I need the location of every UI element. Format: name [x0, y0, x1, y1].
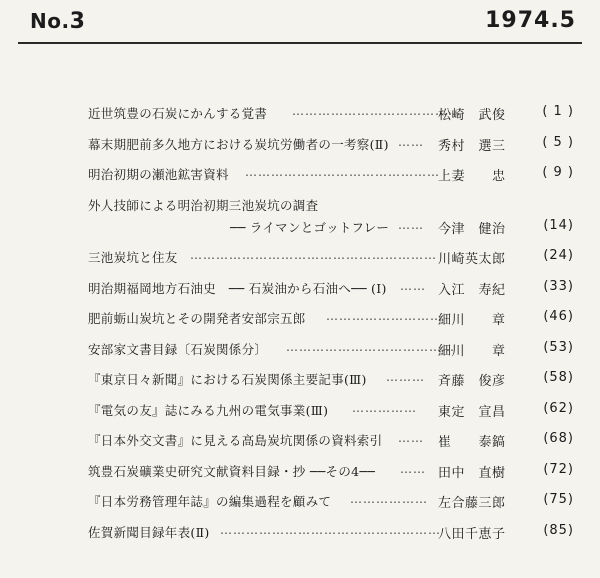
entry-title: 明治初期の瀬池鉱害資料	[88, 167, 229, 182]
entry-author: 秀村 選三	[438, 138, 506, 154]
entry-title: 『日本外交文書』に見える高島炭坑関係の資料索引	[88, 433, 383, 448]
entry-page: (68)	[543, 431, 574, 446]
dot-leader: ……	[398, 217, 424, 232]
entry-title: 『電気の友』誌にみる九州の電気事業(Ⅲ)	[88, 402, 329, 418]
toc-entry	[0, 366, 600, 397]
entry-page: (75)	[543, 492, 574, 507]
dot-leader: …………………………………	[292, 104, 461, 118]
entry-page: (33)	[543, 278, 574, 294]
dot-leader: ……………	[352, 400, 417, 415]
entry-page: ( 1 )	[542, 104, 574, 119]
toc-entry	[0, 275, 600, 306]
entry-author: 田中 直樹	[438, 465, 506, 481]
entry-subtitle: ── ライマンとゴットフレー	[230, 219, 390, 235]
entry-page: (58)	[543, 370, 574, 385]
entry-title: 『日本労務管理年誌』の編集過程を顧みて	[88, 494, 332, 509]
entry-author: 今津 健治	[438, 221, 506, 237]
dot-leader: ……	[400, 278, 426, 293]
dot-leader: ……………………………………………	[220, 522, 441, 537]
entry-page: ( 9 )	[542, 165, 574, 180]
entry-title: 明治期福岡地方石油史 ── 石炭油から石油へ── (Ⅰ)	[88, 280, 387, 296]
issue-number: No.3	[30, 9, 86, 34]
toc-entry	[0, 458, 600, 489]
entry-author: 上妻 忠	[438, 169, 506, 184]
header-rule	[18, 42, 582, 44]
toc-entry	[0, 244, 600, 275]
entry-page: ( 5 )	[542, 134, 574, 150]
entry-title: 安部家文書目録〔石炭関係分〕	[88, 341, 268, 357]
entry-title: 幕末期肥前多久地方における炭坑労働者の一考察(Ⅱ)	[88, 136, 389, 152]
dot-leader: ……	[400, 461, 426, 476]
table-of-contents	[0, 100, 600, 549]
entry-page: (62)	[543, 400, 574, 416]
toc-entry	[0, 397, 600, 428]
dot-leader: ………………………………………	[245, 165, 440, 179]
toc-entry	[0, 214, 600, 245]
entry-title: 三池炭坑と住友	[88, 250, 178, 265]
entry-author: 川崎英太郎	[438, 252, 506, 267]
entry-author: 八田千恵子	[438, 526, 506, 542]
toc-entry	[0, 519, 600, 550]
entry-author: 崔 泰鎬	[438, 435, 506, 450]
toc-entry	[0, 336, 600, 367]
page-header	[0, 0, 600, 48]
toc-entry	[0, 161, 600, 192]
dot-leader: ………	[386, 370, 425, 384]
toc-entry	[0, 100, 600, 131]
dot-leader: …………………………………	[286, 339, 455, 354]
entry-page: (14)	[543, 217, 574, 233]
entry-title: 『東京日々新聞』における石炭関係主要記事(Ⅲ)	[88, 372, 367, 387]
entry-title: 肥前蛎山炭坑とその開発者安部宗五郎	[88, 311, 306, 326]
entry-page: (53)	[543, 339, 574, 355]
toc-entry	[0, 131, 600, 162]
entry-title: 近世筑豊の石炭にかんする覚書	[88, 106, 268, 121]
entry-page: (85)	[543, 522, 574, 538]
entry-page: (24)	[543, 248, 574, 263]
toc-entry	[0, 427, 600, 458]
toc-entry	[0, 488, 600, 519]
dot-leader: ………………	[350, 492, 428, 506]
entry-author: 細川 章	[438, 313, 506, 328]
entry-title: 佐賀新聞目録年表(Ⅱ)	[88, 524, 210, 540]
entry-author: 左合藤三郎	[438, 496, 506, 511]
dot-leader: …………………………………………………	[190, 248, 437, 262]
entry-author: 松崎 武俊	[438, 108, 506, 123]
dot-leader: ……	[398, 134, 424, 149]
toc-entry	[0, 192, 600, 214]
entry-title: 筑豊石炭礦業史研究文献資料目録・抄 ──その4──	[88, 463, 376, 479]
entry-page: (72)	[543, 461, 574, 477]
dot-leader: ………………………	[326, 309, 443, 323]
entry-page: (46)	[543, 309, 574, 324]
entry-author: 細川 章	[438, 343, 506, 359]
entry-author: 斉藤 俊彦	[438, 374, 506, 389]
entry-author: 入江 寿紀	[438, 282, 506, 298]
entry-author: 東定 宣昌	[438, 404, 506, 420]
dot-leader: ……	[398, 431, 424, 445]
issue-date: 1974.5	[485, 8, 576, 33]
entry-title: 外人技師による明治初期三池炭坑の調査	[88, 197, 319, 213]
toc-entry	[0, 305, 600, 336]
